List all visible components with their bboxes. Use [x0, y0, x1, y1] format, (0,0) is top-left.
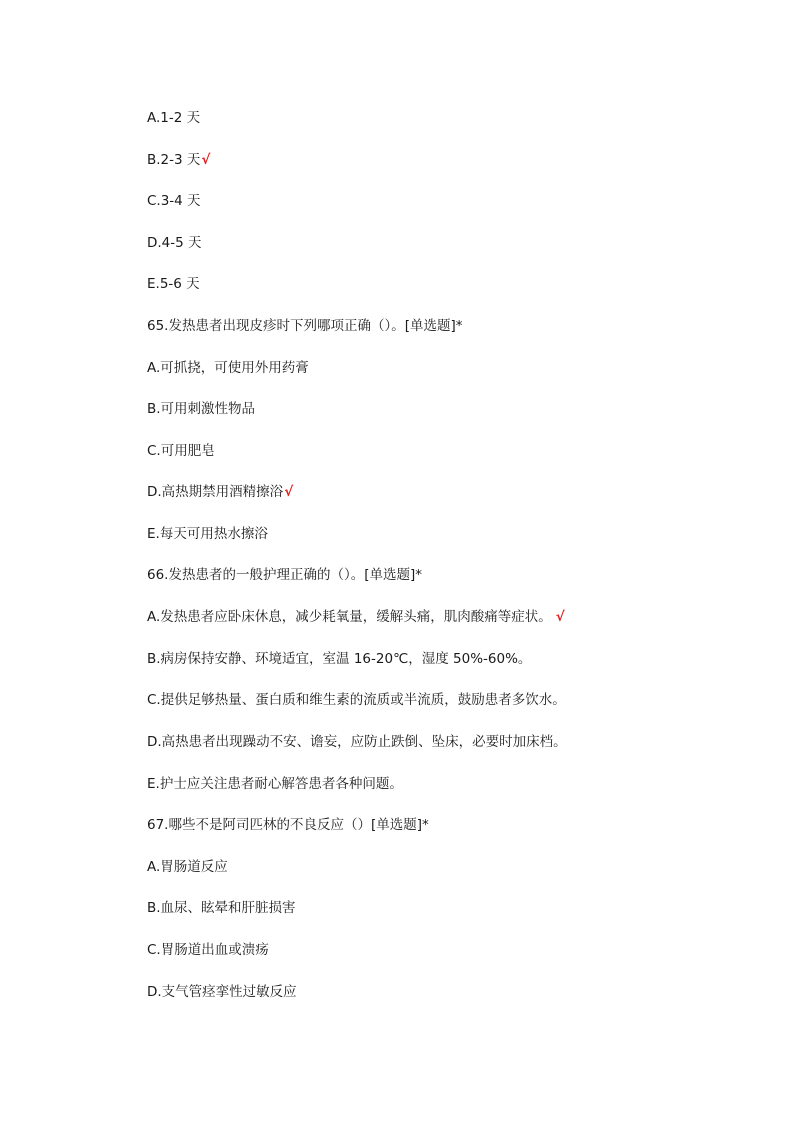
q66-option-e: E.护士应关注患者耐心解答患者各种问题。: [147, 776, 403, 792]
q65-option-e: E.每天可用热水擦浴: [147, 526, 268, 542]
correct-check-icon: √: [555, 609, 565, 625]
q65-option-d: D.高热期禁用酒精擦浴√: [147, 484, 294, 500]
q65-question: 65.发热患者出现皮疹时下列哪项正确（）。[单选题]*: [147, 318, 463, 334]
q66-option-b: B.病房保持安静、环境适宜，室温 16-20℃，湿度 50%-60%。: [147, 651, 532, 667]
q64-option-c: C.3-4 天: [147, 193, 201, 209]
correct-check-icon: √: [284, 484, 294, 500]
q64-option-b: B.2-3 天√: [147, 152, 211, 168]
q65-option-a: A.可抓挠，可使用外用药膏: [147, 360, 309, 376]
q67-option-c: C.胃肠道出血或溃疡: [147, 942, 269, 958]
q64-option-a: A.1-2 天: [147, 110, 201, 126]
q64-option-d: D.4-5 天: [147, 235, 202, 251]
q65-option-c: C.可用肥皂: [147, 443, 215, 459]
q66-option-d: D.高热患者出现躁动不安、谵妄，应防止跌倒、坠床，必要时加床档。: [147, 734, 567, 750]
q67-option-a: A.胃肠道反应: [147, 859, 228, 875]
q67-option-b: B.血尿、眩晕和肝脏损害: [147, 900, 296, 916]
q64-option-e: E.5-6 天: [147, 276, 200, 292]
q66-option-c: C.提供足够热量、蛋白质和维生素的流质或半流质，鼓励患者多饮水。: [147, 692, 566, 708]
q67-question: 67.哪些不是阿司匹林的不良反应（）[单选题]*: [147, 817, 429, 833]
q66-option-a: A.发热患者应卧床休息，减少耗氧量，缓解头痛，肌肉酸痛等症状。 √: [147, 609, 565, 625]
q67-option-d: D.支气管痉挛性过敏反应: [147, 984, 297, 1000]
q65-option-b: B.可用刺激性物品: [147, 401, 256, 417]
q66-question: 66.发热患者的一般护理正确的（）。[单选题]*: [147, 567, 423, 583]
correct-check-icon: √: [201, 152, 211, 168]
